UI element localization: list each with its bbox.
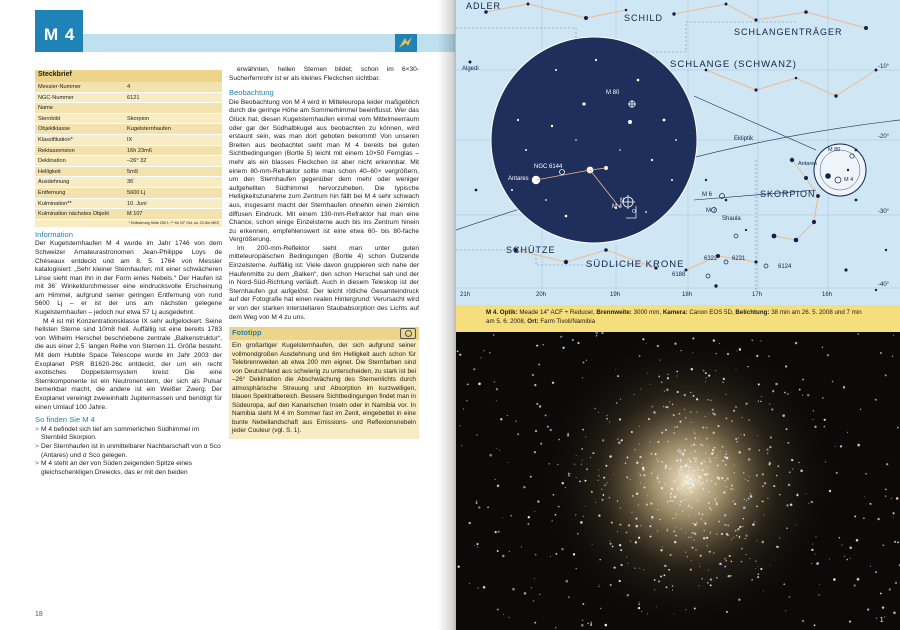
- steckbrief-row: [35, 167, 222, 178]
- steckbrief-row: [35, 177, 222, 188]
- steckbrief-row: [35, 188, 222, 199]
- steckbrief-row: [35, 156, 222, 167]
- steckbrief-value: 5600 Lj: [127, 189, 146, 196]
- steckbrief-row: [35, 103, 222, 114]
- steckbrief-value: –26° 32´: [127, 158, 149, 165]
- steckbrief-table: [35, 70, 222, 227]
- star-chart-object-label: Algedi: [462, 66, 479, 72]
- star-chart-constellation-label: SCHLANGENTRÄGER: [734, 27, 843, 37]
- steckbrief-value: Skorpion: [127, 115, 150, 122]
- steckbrief-value: 36´: [127, 179, 136, 186]
- star-chart-object-label: 6231: [732, 256, 746, 262]
- star-chart-object-label: 6322: [704, 256, 718, 262]
- star-chart-inset-mark: O: [632, 209, 636, 215]
- star-chart-object-label: M 7: [706, 208, 717, 214]
- steckbrief-key: Sternbild: [38, 115, 61, 122]
- star-chart-ra-label: 20h: [536, 292, 547, 298]
- steckbrief-value: IX: [127, 136, 133, 143]
- right-page: [456, 0, 900, 630]
- star-chart-ra-label: 19h: [610, 292, 621, 298]
- find-item: > M 4 steht an der von Süden zeigenden Spitze eines gleichschenkligen Dreiecks, das er mit den beiden: [35, 460, 222, 477]
- star-chart-object-label: 6124: [778, 264, 792, 270]
- steckbrief-row: [35, 199, 222, 210]
- star-chart-constellation-label: ADLER: [466, 1, 502, 11]
- caption-brennweite-label: Brennweite:: [596, 309, 632, 316]
- star-chart-ra-label: 18h: [682, 292, 693, 298]
- observation-heading: Beobachtung: [229, 88, 274, 98]
- star-chart-object-label: 6188: [672, 272, 686, 278]
- photo-caption: [456, 305, 900, 332]
- steckbrief-key: NGC-Nummer: [38, 94, 74, 101]
- middle-column: [229, 66, 419, 439]
- steckbrief-value: 5m9: [127, 168, 138, 175]
- caption-label: M 4. Optik:: [486, 309, 518, 316]
- find-list: [35, 426, 222, 478]
- steckbrief-key: Deklination: [38, 158, 66, 165]
- steckbrief-key: Ausdehnung: [38, 179, 70, 186]
- find-item: > Der Sternhaufen ist in unmittelbarer Nachbarschaft von α Sco (Antares) und σ Sco gelegen.: [35, 443, 222, 460]
- caption-belichtung-label: Belichtung:: [735, 309, 770, 316]
- star-chart-object-label: NGC 6144: [534, 164, 563, 170]
- star-chart: [456, 0, 900, 305]
- steckbrief-title: Steckbrief: [35, 70, 222, 82]
- information-heading: Information: [35, 229, 73, 239]
- steckbrief-key: Messier-Nummer: [38, 84, 81, 90]
- camera-icon: [400, 328, 416, 339]
- m4-photograph: [456, 332, 900, 630]
- caption-kamera-label: Kamera:: [662, 309, 688, 316]
- star-chart-constellation-label: SKORPION: [760, 189, 816, 199]
- steckbrief-value: 4: [127, 84, 131, 90]
- fototipp-box: [229, 327, 419, 439]
- fototipp-header: [229, 327, 419, 340]
- steckbrief-key: Kulmination nächstes Objekt: [38, 211, 109, 218]
- steckbrief-value: 16h 23m6: [127, 147, 152, 154]
- steckbrief-value: Kugelsternhaufen: [127, 126, 171, 133]
- steckbrief-key: Helligkeit: [38, 168, 61, 175]
- fototipp-text: Ein großartiger Kugelsternhaufen, der sich aufgrund seiner vollmondgroßen Ausdehnung und 6m Helligkeit auch schon für Telebrennweiten ab etwa 200 mm eignet. Die Sternfarben sind von Deutschland aus schwierig zu unterscheiden, zu stark ist bei –26° Deklination die Abschwächung des Sternenlichts durch atmosphärische Streuung und Absorption im kurzwelligen, blauen Spektralbereich. Bessere Sichtbedingungen findet man in Südeuropa, auf den Kanarischen Inseln oder in Namibia vor. In Namibia steht M 4 im Sommer fast im Zenit, eingebettet in eine bunte Nebellandschaft aus Emissions- und Reflexionsnebeln jeder Couleur (vgl. S. 1).: [232, 342, 416, 435]
- steckbrief-value: [127, 103, 222, 113]
- star-chart-ra-label: 21h: [460, 292, 471, 298]
- steckbrief-row: [35, 93, 222, 104]
- star-chart-inset-mark: N: [620, 198, 625, 204]
- star-chart-dec-label: -20°: [878, 134, 890, 140]
- fototipp-title: Fototipp: [232, 328, 262, 338]
- star-chart-dec-label: -30°: [878, 209, 890, 215]
- observation-paragraph-2: Im 200-mm-Reflektor sieht man unter guten mitteleuropäischen Bedingungen (Bortle 4) schon Dutzende Einzelsterne. Auffällig ist: Viele davon gruppieren sich nahe der Haufenmitte zu dem „Balken“, den schon Herschel sah und der in Nord-Süd-Richtung verläuft. Auch in diesem Teleskop ist der Sternhaufen gut aufgelöst. Der leicht rötliche Gesamteindruck auf der Fotografie hat einen realen Hintergrund: Verursacht wird er von der starken interstellaren Staubabsorption des Lichts auf dem Weg von M 4 zu uns.: [229, 244, 419, 321]
- star-chart-ra-label: 17h: [752, 292, 763, 298]
- star-chart-object-label: Antares: [798, 160, 817, 167]
- steckbrief-key: Objektklasse: [38, 126, 71, 133]
- star-chart-object-label: M 4: [612, 204, 623, 210]
- star-chart-constellation-label: SCHÜTZE: [506, 245, 556, 255]
- star-chart-object-label: M 80: [606, 90, 620, 96]
- steckbrief-key: Klassifikation*: [38, 136, 73, 143]
- star-chart-constellation-label: SCHLANGE (SCHWANZ): [670, 58, 797, 70]
- left-column: [35, 70, 222, 477]
- star-chart-dec-label: -10°: [878, 64, 890, 70]
- caption-ort-label: Ort:: [527, 318, 539, 325]
- find-heading: So finden Sie M 4: [35, 415, 95, 425]
- steckbrief-row: [35, 114, 222, 125]
- cluster-photo-svg: [456, 332, 900, 630]
- steckbrief-row: [35, 146, 222, 157]
- steckbrief-key: Kulmination**: [38, 200, 72, 207]
- caption-belichtung: 38 min am 26. 5. 2008 und 7 min am 5. 6. 2008,: [486, 309, 862, 325]
- caption-brennweite: 3000 mm,: [633, 309, 662, 316]
- steckbrief-row: [35, 209, 222, 220]
- steckbrief-row: [35, 135, 222, 146]
- steckbrief-value: 6121: [127, 94, 140, 101]
- steckbrief-key: Rektaszension: [38, 147, 75, 154]
- star-chart-object-label: M 80: [828, 146, 841, 153]
- scale-label: 1´: [879, 617, 886, 624]
- page-number: 18: [35, 611, 43, 618]
- continued-text: erwähnten, hellen Sternen bildet; schon im 6×30-Sucherfernrohr ist er als kleines Fleckchen sichtbar.: [229, 66, 419, 82]
- star-chart-constellation-label: SCHILD: [624, 13, 664, 23]
- star-chart-constellation-label: SÜDLICHE KRONE: [586, 258, 685, 270]
- steckbrief-row: [35, 124, 222, 135]
- page-title-tab: M 4: [35, 10, 83, 52]
- steckbrief-value: 10. Juni: [127, 200, 147, 207]
- star-chart-object-label: M 4: [844, 176, 854, 183]
- header-bar: [35, 34, 455, 52]
- caption-optik: Meade 14" ACF + Reducer,: [519, 309, 595, 316]
- star-chart-object-label: Antares: [508, 176, 529, 182]
- information-paragraph-2: M 4 ist mit Konzentrationsklasse IX sehr aufgelockert. Seine hellsten Sterne sind 10m8 hell. Auffällig ist eine bereits 1783 von Wilhelm Herschel beschriebene zentrale „Balkenstruktur“, die aus einer 2,5´ langen Reihe von Sternen 11. Größe besteht. Mit dem Hubble Space Telescope wurde im Jahr 2003 der Exoplanet PSR B1620-26c entdeckt, der um ein recht exotisches Doppelsternsystem kreist: Die eine Sternkomponente ist ein Neutronenstern, der sich als Pulsar bemerkbar macht, die andere ist ein Weißer Zwerg. Der Exoplanet vereinigt zweieinhalb Jupitermassen und benötigt für einen Umlauf 100 Jahre.: [35, 317, 222, 411]
- caption-ort: Farm Tivoli/Namibia: [540, 318, 596, 325]
- steckbrief-footnote: * Erläuterung Seite 250 f.; ** für 10° Ost, ca. 23 Uhr MEZ: [128, 220, 219, 225]
- steckbrief-key: Entfernung: [38, 189, 66, 196]
- book-gutter-shadow: [438, 0, 456, 630]
- find-item: > M 4 befindet sich tief am sommerlichen Südhimmel im Sternbild Skorpion.: [35, 426, 222, 443]
- steckbrief-key: Name: [38, 105, 53, 112]
- star-chart-ra-label: 16h: [822, 292, 833, 298]
- star-chart-object-label: Shaula: [722, 216, 741, 222]
- star-chart-object-label: Ekliptik: [734, 136, 754, 142]
- steckbrief-row: [35, 82, 222, 93]
- observation-paragraph-1: Die Beobachtung von M 4 wird in Mitteleuropa leider maßgeblich durch die geringe Höhe am Sommerhimmel beeinflusst. Wer das Glück hat, diesen Kugelsternhaufen einmal vom Mittelmeerraum oder gar der Südhalbkugel aus beobachten zu können, wird erstaunt sein, was man dort geboten bekommt! Von unseren Breiten aus beobachtet sieht man M 4 bereits bei guten Sichtbedingungen (Bortle 5) leicht mit einem 10×50 Fernglas – mehr als ein blasses Fleckchen ist aber nicht erkennbar. Mit einem 80-mm-Refraktor sollte man schon 40–60× vergrößern, um den Sternhaufen gegenüber dem mehr oder weniger aufgehellten Südhimmel hervorzuheben. Die typische Helligkeitszunahme zum Zentrum hin fällt bei M 4 sehr schwach aus, insgesamt macht der Sternhaufen ohnehin einen ziemlich diffusen Eindruck. Mit einem 130-mm-Refraktor hat man eine Chance, schon einige Einzelsterne auch bis ins Zentrum hinein zu erkennen, empfehlenswert ist eine etwa 60- bis 80-fache Vergrößerung.: [229, 98, 419, 244]
- star-chart-dec-label: -40°: [878, 282, 890, 288]
- caption-kamera: Canon EOS 5D,: [689, 309, 734, 316]
- globular-cluster-symbol-icon: [395, 34, 417, 52]
- star-chart-object-label: M 6: [702, 192, 713, 198]
- steckbrief-value: M 107: [127, 211, 143, 218]
- information-paragraph-1: Der Kugelsternhaufen M 4 wurde im Jahr 1746 von dem Schweizer Amateurastronomen Jean-Philippe Loys de Chéseaux entdeckt und am 8. 5. 1764 von Messier katalogisiert: „Sehr kleiner Sternhaufen; mit einer schwächeren Linse sieht man ihn in der Form eines Nebels.“ Der Haufen ist mit 36´ Winkeldurchmesser eine eindrucksvolle Erscheinung am Himmel, aufgrund seiner geringen Entfernung von rund 5600 Lj – er ist der uns am nächsten gelegene Kugelsternhaufen – jedoch nur etwa 57 Lj ausgedehnt.: [35, 240, 222, 317]
